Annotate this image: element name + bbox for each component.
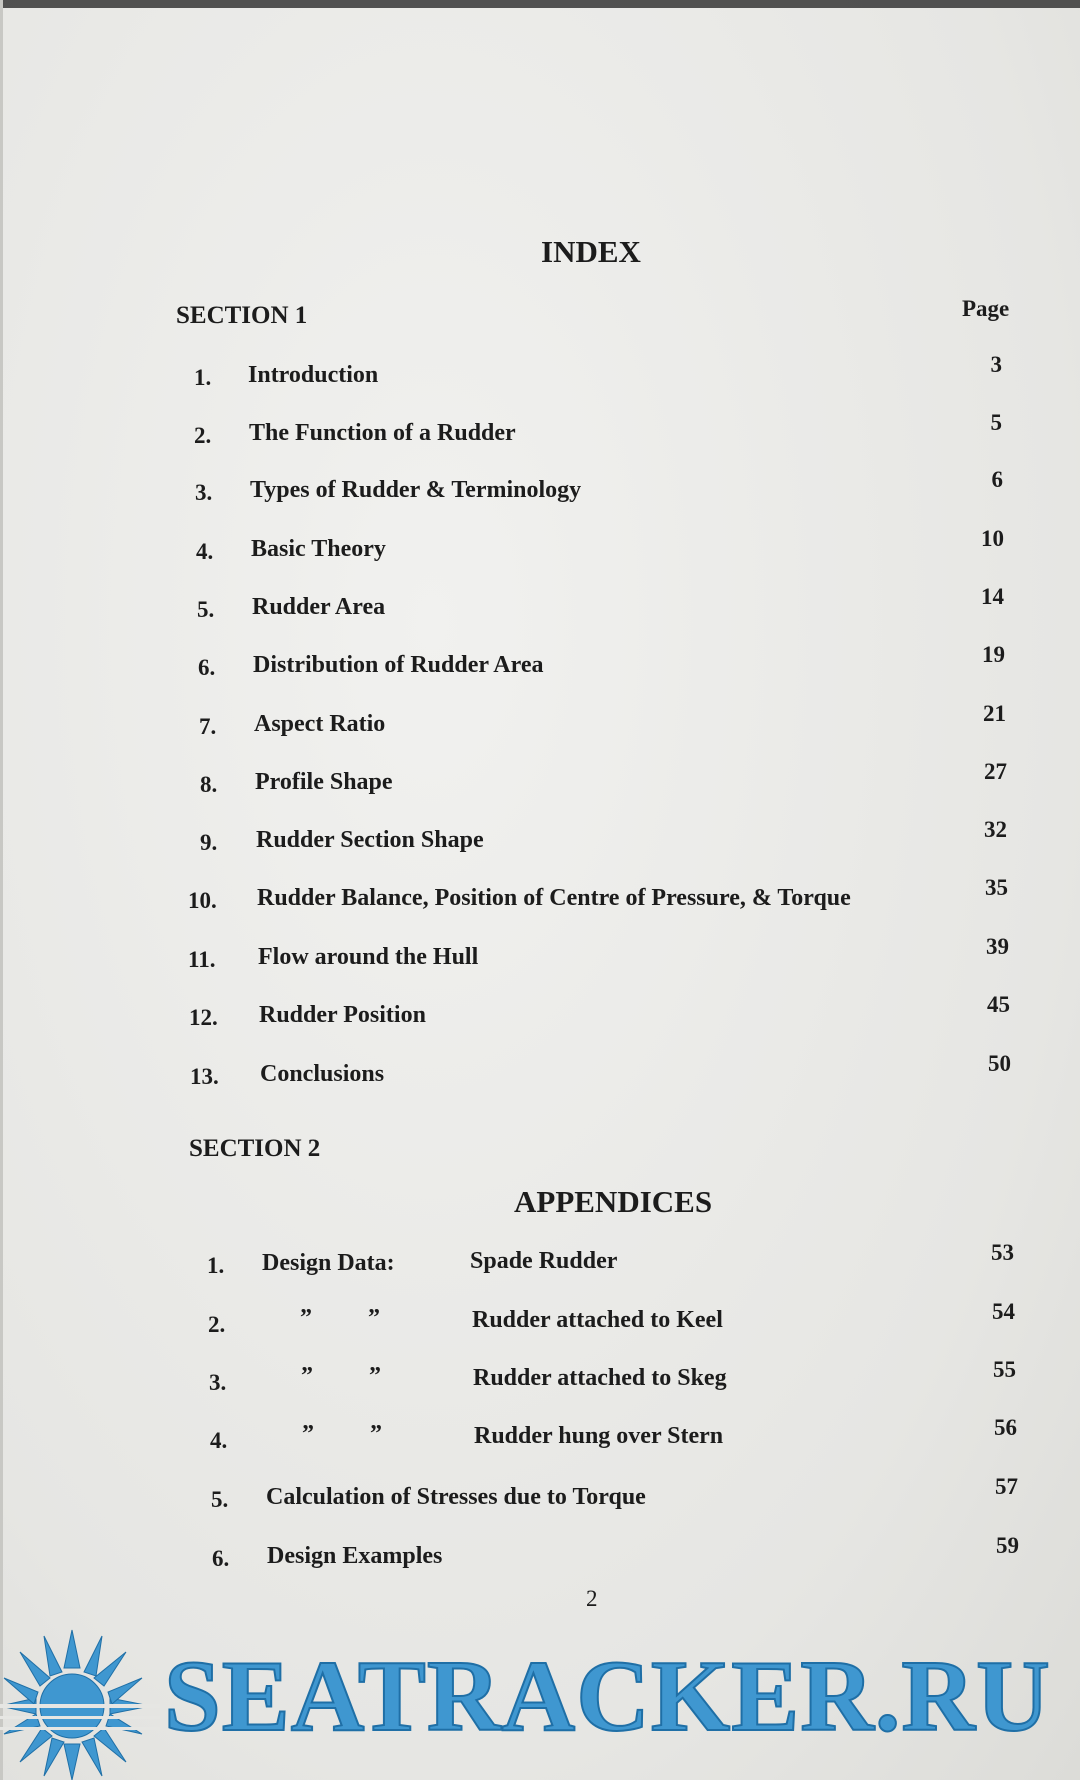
- toc-page: 50: [988, 1051, 1011, 1076]
- appendix-label: Design Examples: [267, 1543, 443, 1569]
- toc-label: The Function of a Rudder: [249, 420, 516, 446]
- appendix-page: 56: [994, 1415, 1017, 1440]
- toc-label: Profile Shape: [255, 769, 393, 795]
- toc-number: 3.: [195, 480, 213, 505]
- section2-heading: SECTION 2: [189, 1135, 321, 1162]
- appendix-sublabel: Rudder attached to Keel: [472, 1307, 723, 1333]
- appendix-number: 3.: [209, 1370, 227, 1395]
- toc-number: 5.: [197, 597, 215, 622]
- appendix-row: [0, 1474, 1080, 1518]
- appendix-page: 55: [993, 1357, 1016, 1382]
- toc-label: Types of Rudder & Terminology: [250, 477, 582, 503]
- toc-label: Conclusions: [260, 1061, 385, 1087]
- toc-row: [0, 526, 1080, 570]
- toc-row: [0, 467, 1080, 511]
- toc-number: 12.: [189, 1005, 218, 1030]
- appendix-label: Design Data:: [262, 1250, 395, 1276]
- toc-row: [0, 410, 1080, 454]
- toc-page: 45: [987, 992, 1010, 1017]
- watermark-text: SEATRACKER.RU: [164, 1640, 1051, 1753]
- toc-page: 21: [983, 701, 1006, 726]
- appendix-page: 53: [991, 1240, 1014, 1265]
- toc-page: 6: [991, 467, 1003, 492]
- ditto-mark: ”: [300, 1305, 312, 1331]
- toc-row: [0, 1051, 1080, 1095]
- toc-number: 8.: [200, 772, 218, 797]
- toc-row: [0, 817, 1080, 861]
- toc-number: 1.: [194, 365, 212, 390]
- scan-top-edge: [0, 0, 1080, 8]
- toc-row: [0, 701, 1080, 745]
- appendix-number: 1.: [207, 1253, 225, 1278]
- toc-label: Rudder Balance, Position of Centre of Pressure, & Torque: [257, 885, 851, 911]
- toc-number: 4.: [196, 539, 214, 564]
- appendix-sublabel: Rudder attached to Skeg: [473, 1365, 727, 1391]
- appendix-row: [0, 1533, 1080, 1577]
- toc-row: [0, 875, 1080, 919]
- appendix-number: 2.: [208, 1312, 226, 1337]
- appendix-number: 6.: [212, 1546, 230, 1571]
- toc-label: Basic Theory: [251, 536, 386, 562]
- toc-page: 14: [981, 584, 1004, 609]
- appendix-number: 4.: [210, 1428, 228, 1453]
- section1-heading: SECTION 1: [176, 302, 308, 329]
- ditto-mark: ”: [301, 1363, 313, 1389]
- appendix-row: [0, 1415, 1080, 1459]
- ditto-mark: ”: [302, 1421, 314, 1447]
- ditto-mark: ”: [368, 1305, 380, 1331]
- appendix-sublabel: Spade Rudder: [470, 1248, 618, 1274]
- toc-row: [0, 642, 1080, 686]
- toc-row: [0, 992, 1080, 1036]
- toc-label: Distribution of Rudder Area: [253, 652, 544, 678]
- toc-number: 13.: [190, 1064, 219, 1089]
- ditto-mark: ”: [369, 1363, 381, 1389]
- appendix-page: 59: [996, 1533, 1019, 1558]
- toc-row: [0, 352, 1080, 396]
- page-number: 2: [586, 1586, 598, 1611]
- toc-page: 5: [990, 410, 1002, 435]
- toc-row: [0, 584, 1080, 628]
- toc-page: 35: [985, 875, 1008, 900]
- toc-number: 6.: [198, 655, 216, 680]
- toc-number: 9.: [200, 830, 218, 855]
- toc-label: Aspect Ratio: [254, 711, 386, 737]
- toc-page: 32: [984, 817, 1007, 842]
- appendix-row: [0, 1240, 1080, 1284]
- toc-number: 2.: [194, 423, 212, 448]
- toc-page: 10: [981, 526, 1004, 551]
- toc-page: 27: [984, 759, 1007, 784]
- appendix-sublabel: Rudder hung over Stern: [474, 1423, 724, 1449]
- toc-row: [0, 759, 1080, 803]
- toc-row: [0, 934, 1080, 978]
- appendices-title: APPENDICES: [514, 1184, 713, 1219]
- toc-page: 3: [990, 352, 1002, 377]
- toc-label: Rudder Section Shape: [256, 827, 484, 853]
- appendix-page: 57: [995, 1474, 1018, 1499]
- toc-number: 7.: [199, 714, 217, 739]
- toc-number: 11.: [188, 947, 216, 972]
- index-title: INDEX: [541, 234, 641, 269]
- sun-icon: [0, 1622, 160, 1780]
- page-column-header: Page: [962, 296, 1010, 321]
- appendix-row: [0, 1357, 1080, 1401]
- toc-label: Introduction: [248, 362, 379, 388]
- toc-label: Flow around the Hull: [258, 944, 479, 970]
- ditto-mark: ”: [370, 1421, 382, 1447]
- appendix-row: [0, 1299, 1080, 1343]
- toc-page: 19: [982, 642, 1005, 667]
- appendix-label: Calculation of Stresses due to Torque: [266, 1484, 646, 1510]
- toc-label: Rudder Area: [252, 594, 386, 620]
- toc-label: Rudder Position: [259, 1002, 426, 1028]
- toc-page: 39: [986, 934, 1009, 959]
- toc-number: 10.: [188, 888, 217, 913]
- appendix-number: 5.: [211, 1487, 229, 1512]
- appendix-page: 54: [992, 1299, 1015, 1324]
